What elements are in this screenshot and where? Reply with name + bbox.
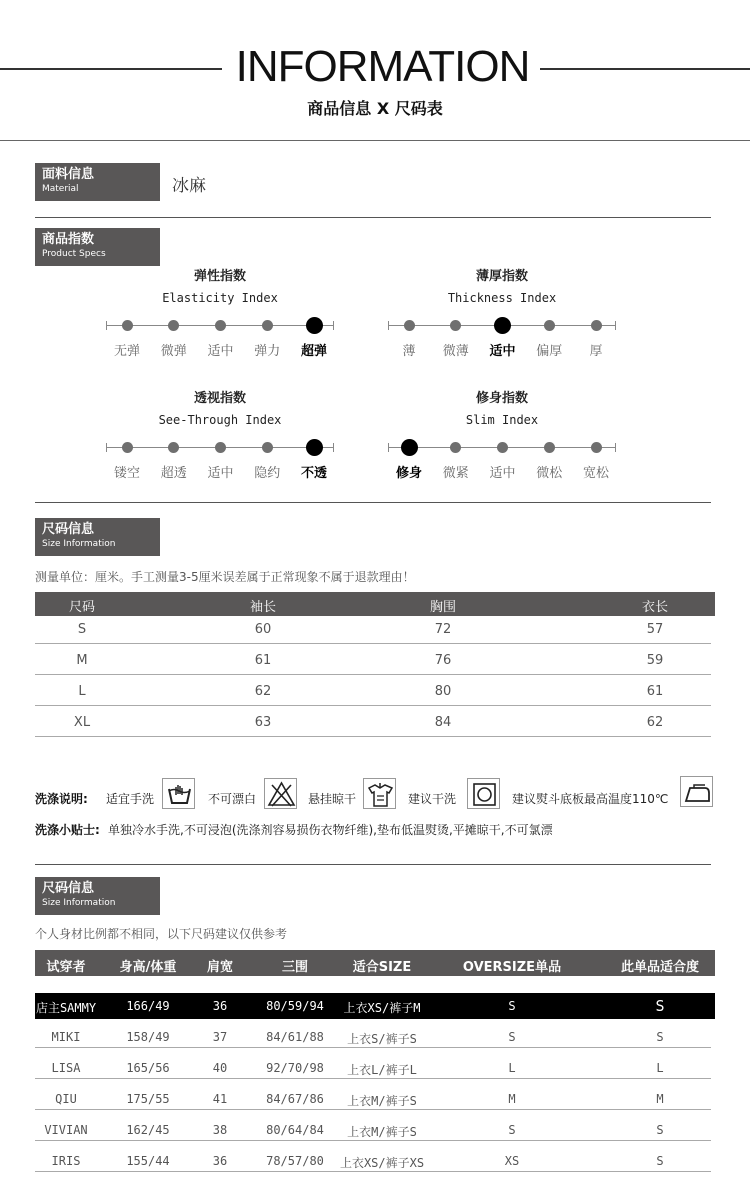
index-tick-left <box>106 443 107 452</box>
models-table-cell: 上衣M/裤子S <box>347 1125 417 1139</box>
models-table-cell: 84/67/86 <box>266 1092 324 1106</box>
index-dot <box>591 442 602 453</box>
models-table-cell: 80/64/84 <box>266 1123 324 1137</box>
index-dot <box>168 320 179 331</box>
specs-divider <box>35 502 711 503</box>
size-table-header-cell: 袖长 <box>249 600 276 615</box>
care-tips: 单独冷水手洗,不可浸泡(洗涤剂容易损伤衣物纤维),垫布低温熨烫,平摊晾干,不可氯漂 <box>108 823 553 837</box>
index-label: 隐约 <box>254 466 281 481</box>
models-table-header-cell: 三围 <box>281 960 308 975</box>
size-table-header-cell: 衣长 <box>641 600 668 615</box>
models-table-cell: 175/55 <box>126 1092 170 1106</box>
care-text-iron: 建议熨斗底板最高温度110℃ <box>512 792 669 806</box>
size-table-cell: 61 <box>646 684 664 699</box>
no-bleach-icon <box>264 778 297 809</box>
models-table-cell: 上衣M/裤子S <box>347 1094 417 1108</box>
index-dot <box>544 320 555 331</box>
index-label: 厚 <box>589 344 603 359</box>
models-table-cell: XS <box>504 1154 520 1168</box>
index-title: 透视指数 <box>193 391 246 406</box>
models-table-row-line <box>35 1109 711 1110</box>
models-table-cell: S <box>656 1030 664 1044</box>
index-label: 适中 <box>207 344 234 359</box>
index-label: 适中 <box>207 466 234 481</box>
material-value: 冰麻 <box>172 176 206 196</box>
size-table-row-line <box>35 705 711 706</box>
size-table-cell: 84 <box>434 715 452 730</box>
header-divider <box>0 140 750 141</box>
models-table-cell: 162/45 <box>126 1123 170 1137</box>
models-table-cell: IRIS <box>51 1154 81 1168</box>
hang-dry-icon <box>363 778 396 809</box>
index-dot <box>215 320 226 331</box>
models-table-cell: S <box>508 1123 516 1137</box>
index-dot <box>122 320 133 331</box>
models-table-cell: L <box>656 1061 664 1075</box>
dry-clean-icon <box>467 778 500 809</box>
specs-tag-cn: 商品指数 <box>42 232 95 247</box>
models-table-header-cell: 适合SIZE <box>352 960 412 975</box>
iron-icon <box>680 776 713 807</box>
index-tick-right <box>615 443 616 452</box>
index-dot <box>497 442 508 453</box>
care-text-hand-wash: 适宜手洗 <box>106 792 155 806</box>
index-label: 宽松 <box>582 466 609 481</box>
index-label: 弹力 <box>254 344 281 359</box>
index-label: 超弹 <box>300 344 327 359</box>
models-table-cell: 92/70/98 <box>266 1061 324 1075</box>
size-tag <box>35 518 160 556</box>
models-table-cell: 40 <box>212 1061 228 1075</box>
index-subtitle: Slim Index <box>465 413 539 427</box>
index-subtitle: Thickness Index <box>447 291 557 305</box>
index-dot-selected <box>494 317 511 334</box>
models-table-row-line <box>35 1140 711 1141</box>
index-tick-left <box>106 321 107 330</box>
models-table-cell: 158/49 <box>126 1030 170 1044</box>
index-label: 超透 <box>160 466 187 481</box>
index-dot <box>404 320 415 331</box>
models-table-cell: 37 <box>212 1030 228 1044</box>
models-table-cell: MIKI <box>51 1030 81 1044</box>
index-label: 微松 <box>536 466 563 481</box>
models-table-cell: L <box>508 1061 516 1075</box>
page-subtitle: 商品信息 X 尺码表 <box>307 99 443 118</box>
size-tag-cn: 尺码信息 <box>42 522 95 537</box>
material-tag <box>35 163 160 201</box>
models-table-cell: 店主SAMMY <box>35 1001 97 1015</box>
index-dot <box>262 320 273 331</box>
material-tag-cn: 面料信息 <box>42 167 95 182</box>
index-label: 薄 <box>402 344 416 359</box>
care-text-no-bleach: 不可漂白 <box>208 792 257 806</box>
index-label: 偏厚 <box>536 344 563 359</box>
size-table-header-cell: 胸围 <box>429 600 456 615</box>
size-table-cell: 76 <box>434 653 452 668</box>
care-divider <box>35 864 711 865</box>
models-table-cell: 80/59/94 <box>266 999 324 1013</box>
index-label: 无弹 <box>113 344 140 359</box>
care-tips-head: 洗涤小贴士: <box>35 823 100 837</box>
index-dot-selected <box>306 317 323 334</box>
index-subtitle: See-Through Index <box>158 413 282 427</box>
size-table-cell: 72 <box>434 622 452 637</box>
specs-tag-en: Product Specs <box>42 249 106 259</box>
models-table-header-cell: 肩宽 <box>206 960 233 975</box>
models-table-cell: 上衣XS/裤子XS <box>339 1156 425 1170</box>
models-table-cell: 155/44 <box>126 1154 170 1168</box>
models-tag-cn: 尺码信息 <box>42 881 95 896</box>
models-table-cell: S <box>508 999 516 1013</box>
size-table-cell: 59 <box>646 653 664 668</box>
index-label: 适中 <box>489 466 516 481</box>
models-table-cell: 84/61/88 <box>266 1030 324 1044</box>
material-tag-en: Material <box>42 184 79 194</box>
care-text-dry-clean: 建议干洗 <box>408 792 457 806</box>
models-table-header-cell: 试穿者 <box>46 960 86 975</box>
models-table-row-line <box>35 1171 711 1172</box>
models-table-header-cell: OVERSIZE单品 <box>462 960 562 975</box>
index-label: 微弹 <box>160 344 187 359</box>
models-table-cell: S <box>655 997 665 1015</box>
models-table-cell: 78/57/80 <box>266 1154 324 1168</box>
hand-wash-icon <box>162 778 195 809</box>
models-table-cell: 上衣XS/裤子M <box>343 1001 421 1015</box>
index-dot <box>215 442 226 453</box>
models-table-cell: M <box>656 1092 664 1106</box>
index-dot <box>262 442 273 453</box>
size-table-cell: 62 <box>254 684 272 699</box>
index-dot-selected <box>306 439 323 456</box>
size-table-cell: 63 <box>254 715 272 730</box>
size-table-row-line <box>35 736 711 737</box>
index-title: 薄厚指数 <box>475 269 528 284</box>
index-label: 修身 <box>395 466 422 481</box>
models-table-cell: LISA <box>51 1061 81 1075</box>
models-table-cell: 165/56 <box>126 1061 170 1075</box>
index-dot <box>591 320 602 331</box>
index-label: 不透 <box>300 466 327 481</box>
models-table-row-line <box>35 1047 711 1048</box>
index-subtitle: Elasticity Index <box>162 291 278 305</box>
index-tick-left <box>388 321 389 330</box>
index-tick-right <box>333 443 334 452</box>
models-table-header-cell: 此单品适合度 <box>620 960 699 975</box>
models-table-cell: QIU <box>55 1092 77 1106</box>
care-head: 洗涤说明: <box>35 792 88 806</box>
index-label: 微紧 <box>442 466 469 481</box>
models-tag-en: Size Information <box>42 898 116 908</box>
models-table-cell: M <box>508 1092 516 1106</box>
index-label: 适中 <box>489 344 516 359</box>
models-table-cell: 38 <box>212 1123 228 1137</box>
size-table-cell: 62 <box>646 715 664 730</box>
size-table-cell: S <box>77 622 87 637</box>
models-table-cell: 166/49 <box>126 999 170 1013</box>
models-table-header-cell: 身高/体重 <box>119 960 177 975</box>
index-tick-right <box>333 321 334 330</box>
models-table-cell: 41 <box>212 1092 228 1106</box>
models-note: 个人身材比例都不相同，以下尺码建议仅供参考 <box>35 927 288 941</box>
index-title: 修身指数 <box>475 391 528 406</box>
models-table-cell: S <box>656 1123 664 1137</box>
size-table-row-line <box>35 674 711 675</box>
models-tag <box>35 877 160 915</box>
models-table-cell: 上衣S/裤子S <box>347 1032 417 1046</box>
size-table-cell: 61 <box>254 653 272 668</box>
size-table-cell: XL <box>73 715 91 730</box>
index-label: 镂空 <box>113 466 140 481</box>
models-table-cell: 36 <box>212 999 228 1013</box>
index-label: 微薄 <box>442 344 469 359</box>
index-dot <box>450 320 461 331</box>
index-dot <box>544 442 555 453</box>
size-table-header-cell: 尺码 <box>68 600 95 615</box>
models-table-cell: 上衣L/裤子L <box>347 1063 417 1077</box>
care-text-hang-dry: 悬挂晾干 <box>308 792 357 806</box>
index-tick-left <box>388 443 389 452</box>
size-table-cell: 57 <box>646 622 664 637</box>
index-dot <box>122 442 133 453</box>
size-table-row-line <box>35 643 711 644</box>
size-table-cell: M <box>76 653 88 668</box>
models-table-cell: VIVIAN <box>44 1123 88 1137</box>
size-tag-en: Size Information <box>42 539 116 549</box>
models-table-cell: S <box>656 1154 664 1168</box>
size-table-cell: L <box>78 684 86 699</box>
size-table-cell: 80 <box>434 684 452 699</box>
size-table-cell: 60 <box>254 622 272 637</box>
models-table-cell: 36 <box>212 1154 228 1168</box>
models-table-row-line <box>35 1078 711 1079</box>
index-dot <box>450 442 461 453</box>
index-tick-right <box>615 321 616 330</box>
models-table-cell: S <box>508 1030 516 1044</box>
material-divider <box>35 217 711 218</box>
specs-tag <box>35 228 160 266</box>
index-dot-selected <box>401 439 418 456</box>
size-note: 测量单位：厘米。手工测量3-5厘米误差属于正常现象不属于退款理由！ <box>35 570 415 584</box>
page-title: INFORMATION <box>235 42 530 91</box>
index-title: 弹性指数 <box>193 269 246 284</box>
index-dot <box>168 442 179 453</box>
